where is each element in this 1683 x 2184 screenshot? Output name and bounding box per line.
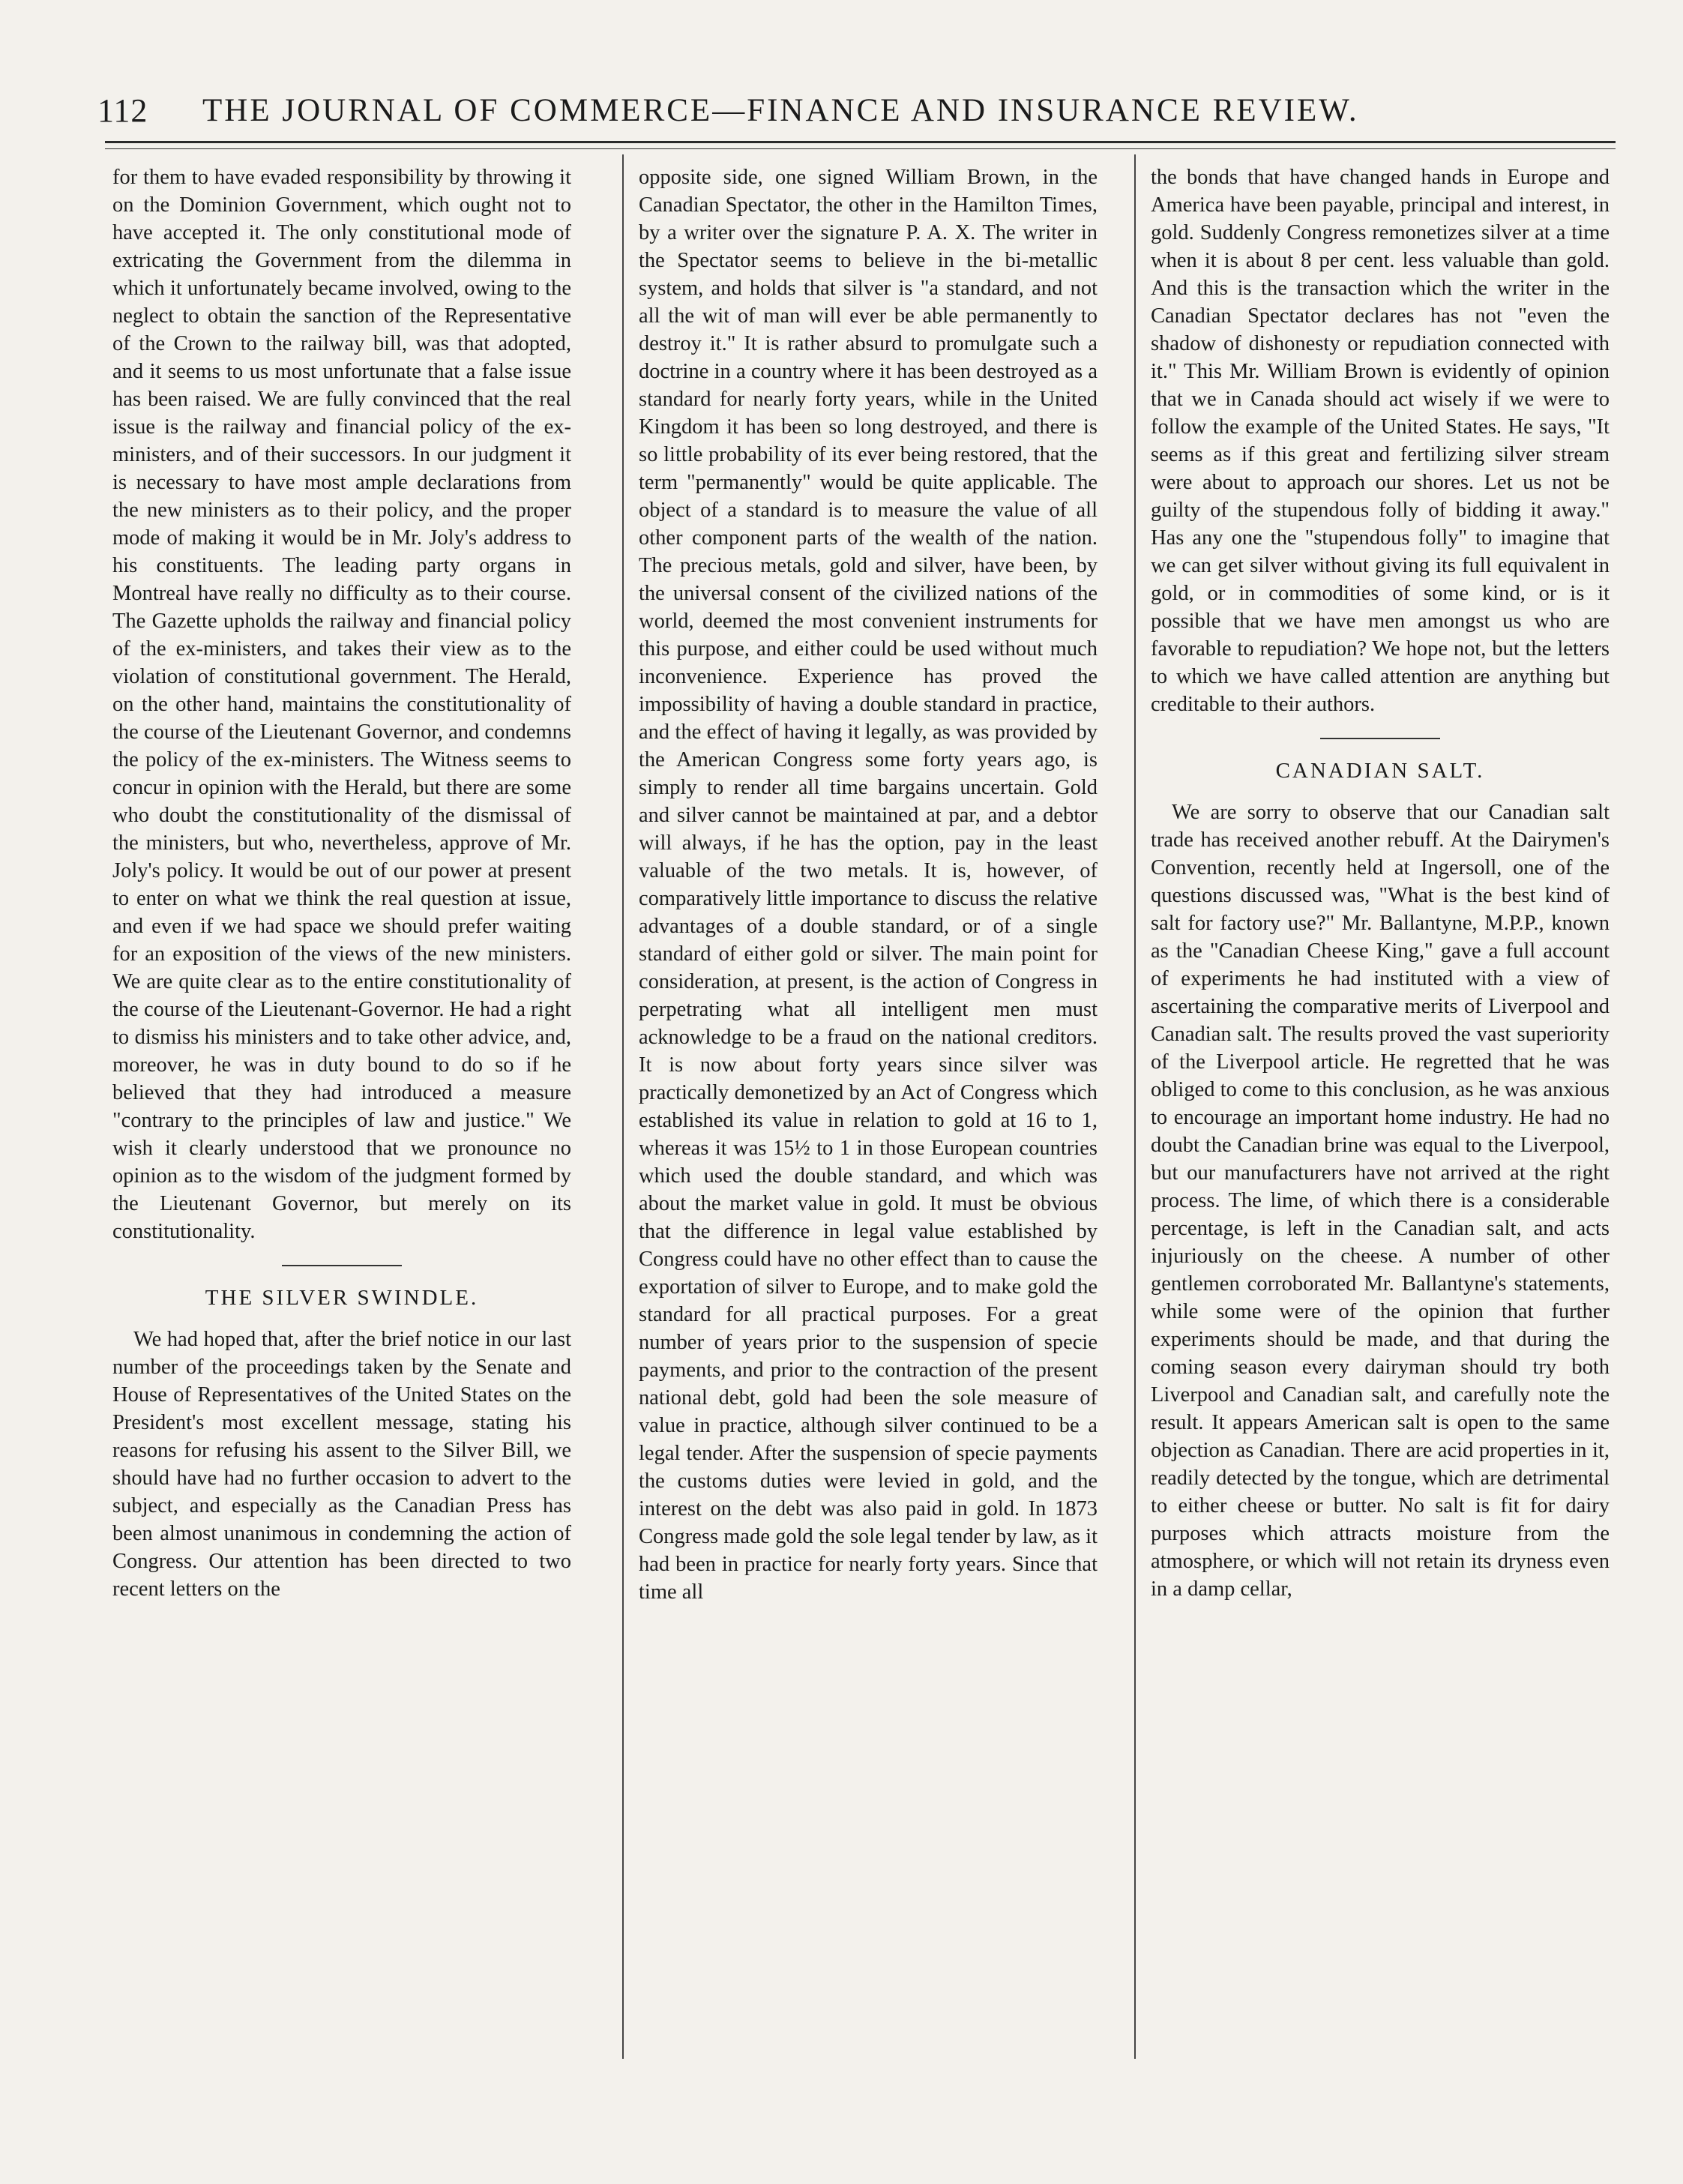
header-rule-thin (105, 148, 1616, 149)
section-heading-silver-swindle: THE SILVER SWINDLE. (205, 1286, 479, 1310)
article-paragraph: We had hoped that, after the brief notice in our last number of the proceedings taken by the Senate and House of Representatives of the United States on the President's most excellent message, stating his reasons for refusing his assent to the Silver Bill, we should have had no further occasion to advert to the subject, and especially as the Canadian Press has been almost unanimous in condemning the action of Congress. Our attention has been directed to two recent letters on the (112, 1328, 571, 1601)
column-3 (1151, 163, 1610, 1603)
column-divider-1 (622, 154, 624, 2059)
page-number: 112 (97, 91, 148, 129)
column-1 (112, 163, 571, 1603)
section-divider (1320, 738, 1440, 739)
section-divider (282, 1265, 402, 1266)
article-paragraph: We are sorry to observe that our Canadian salt trade has received another rebuff. At the Dairymen's Convention, recently held at Ingersoll, one of the questions discussed was, "What is the best kind of salt for factory use?" Mr. Ballantyne, M.P.P., known as the "Canadian Cheese King," gave a full account of experiments he had instituted with a view of ascertaining the comparative merits of Liverpool and Canadian salt. The results proved the vast superiority of the Liverpool article. He regretted that he was obliged to come to this conclusion, as he was anxious to encourage an important home industry. He had no doubt the Canadian brine was equal to the Liverpool, but our manufacturers have not arrived at the right process. The lime, of which there is a considerable percentage, is left in the Canadian salt, and acts injuriously on the cheese. A number of other gentlemen corroborated Mr. Ballantyne's statements, while some were of the opinion that further experiments should be made, and that during the coming season every dairyman should try both Liverpool and Canadian salt, and carefully note the result. It appears American salt is open to the same objection as Canadian. There are acid properties in it, readily detected by the tongue, which are detrimental to either cheese or butter. No salt is fit for dairy purposes which attracts moisture from the atmosphere, or which will not retain its dryness even in a damp cellar, (1151, 801, 1610, 1601)
page-header (97, 84, 1612, 136)
column-divider-2 (1134, 154, 1136, 2059)
header-rule (105, 141, 1616, 143)
article-paragraph: opposite side, one signed William Brown, in the Canadian Spectator, the other in the Hamilton Times, by a writer over the signature P. A. X. The writer in the Spectator seems to believe in the bi-metallic system, and holds that silver is "a standard, and not all the wit of man will ever be able permanently to destroy it." It is rather absurd to promulgate such a doctrine in a country where it has been destroyed as a standard for nearly forty years, while in the United Kingdom it has been so long destroyed, and there is so little probability of its ever being restored, that the term "permanently" would be quite applicable. The object of a standard is to measure the value of all other component parts of the wealth of the nation. The precious metals, gold and silver, have been, by the universal consent of the civilized nations of the world, deemed the most convenient instruments for this purpose, and either could be used without much inconvenience. Experience has proved the impossibility of having a double standard in practice, and the effect of having it legally, as was provided by the American Congress some forty years ago, is simply to render all time bargains uncertain. Gold and silver cannot be maintained at par, and a debtor will always, if he has the option, pay in the least valuable of the two metals. It is, however, of comparatively little importance to discuss the relative advantages of a double standard, or of a single standard of either gold or silver. The main point for consideration, at present, is the action of Congress in perpetrating what all intelligent men must acknowledge to be a fraud on the national creditors. It is now about forty years since silver was practically demonetized by an Act of Congress which established its value in relation to gold at 16 to 1, whereas it was 15½ to 1 in those European countries which used the double standard, and which was about the market value in gold. It must be obvious that the difference in legal value established by Congress could have no other effect than to cause the exportation of silver to Europe, and to make gold the standard for all practical purposes. For a great number of years prior to the suspension of specie payments, and prior to the contraction of the present national debt, gold had been the sole measure of value in practice, although silver continued to be a legal tender. After the suspension of specie payments the customs duties were levied in gold, and the interest on the debt was also paid in gold. In 1873 Congress made gold the sole legal tender by law, as it had been in practice for nearly forty years. Since that time all (639, 166, 1098, 1604)
journal-title: THE JOURNAL OF COMMERCE—FINANCE AND INSURANCE REVIEW. (202, 92, 1359, 128)
section-heading-canadian-salt: CANADIAN SALT. (1275, 759, 1485, 783)
article-paragraph: the bonds that have changed hands in Europe and America have been payable, principal and interest, in gold. Suddenly Congress remonetizes silver at a time when it is about 8 per cent. less valuable than gold. And this is the transaction which the writer in the Canadian Spectator declares has not "even the shadow of dishonesty or repudiation connected with it." This Mr. William Brown is evidently of opinion that we in Canada should act wisely if we were to follow the example of the United States. He says, "It seems as if this great and fertilizing silver stream were about to approach our shores. Let us not be guilty of the stupendous folly of bidding it away." Has any one the "stupendous folly" to imagine that we can get silver without giving its full equivalent in gold, or in commodities of some kind, or is it possible that we have men amongst us who are favorable to repudiation? We hope not, but the letters to which we have called attention are anything but creditable to their authors. (1151, 166, 1610, 716)
article-paragraph: for them to have evaded responsibility by throwing it on the Dominion Government, which ought not to have accepted it. The only constitutional mode of extricating the Government from the dilemma in which it unfortunately became involved, owing to the neglect to obtain the sanction of the Representative of the Crown to the railway bill, was that adopted, and it seems to us most unfortunate that a false issue has been raised. We are fully convinced that the real issue is the railway and financial policy of the ex-ministers, and of their successors. In our judgment it is necessary to have most ample declarations from the new ministers as to their policy, and the proper mode of making it would be in Mr. Joly's address to his constituents. The leading party organs in Montreal have really no difficulty as to their course. The Gazette upholds the railway and financial policy of the ex-ministers, and takes their view as to the violation of constitutional government. The Herald, on the other hand, maintains the constitutionality of the course of the Lieutenant Governor, and condemns the policy of the ex-ministers. The Witness seems to concur in opinion with the Herald, but there are some who doubt the constitutionality of the dismissal of the ministers, but who, nevertheless, approve of Mr. Joly's policy. It would be out of our power at present to enter on what we think the real question at issue, and even if we had space we should prefer waiting for an exposition of the views of the new ministers. We are quite clear as to the entire constitutionality of the course of the Lieutenant-Governor. He had a right to dismiss his ministers and to take other advice, and, moreover, he was in duty bound to do so if he believed that they had introduced a measure "contrary to the principles of law and justice." We wish it clearly understood that we pronounce no opinion as to the wisdom of the judgment formed by the Lieutenant Governor, but merely on its constitutionality. (112, 166, 571, 1243)
column-2 (639, 163, 1098, 1606)
